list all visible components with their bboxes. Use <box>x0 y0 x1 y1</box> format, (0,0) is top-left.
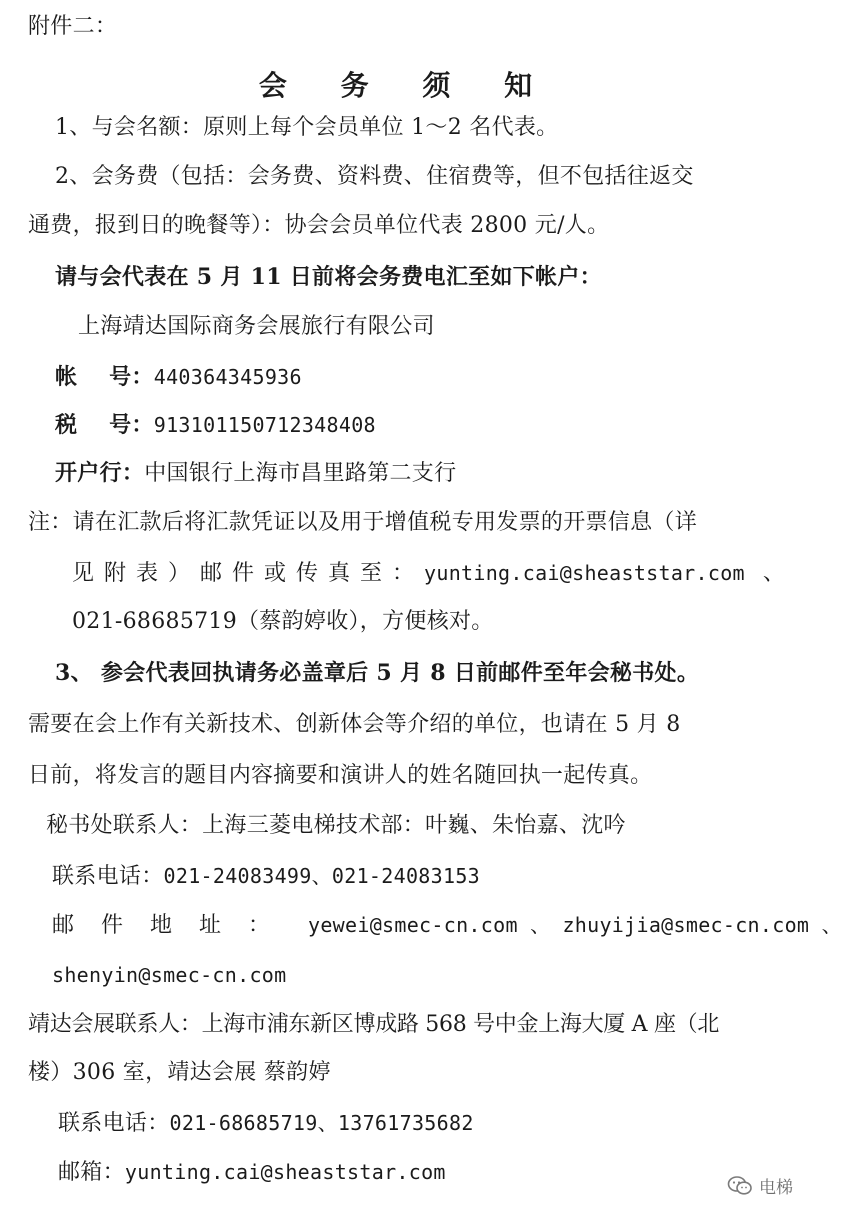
tax-number: 913101150712348408 <box>153 413 376 437</box>
jingda-phone-row <box>58 1108 474 1139</box>
bank-label: 开户行： <box>55 460 145 486</box>
note-line3: 021-68685719（蔡韵婷收），方便核对。 <box>72 609 494 634</box>
account-label: 帐 号： <box>55 364 154 390</box>
attachment-label: 附件二： <box>28 14 118 39</box>
mail-row <box>52 910 842 941</box>
tax-label: 税 号： <box>55 412 154 438</box>
mail-addr-shenyin-row <box>52 960 286 991</box>
jingda-email-label: 邮箱： <box>58 1160 125 1185</box>
intro-line1: 需要在会上作有关新技术、创新体会等介绍的单位，也请在 5 月 8 <box>28 712 681 737</box>
account-row <box>55 362 302 393</box>
secretariat-contact: 秘书处联系人：上海三菱电梯技术部：叶巍、朱怡嘉、沈吟 <box>46 813 626 838</box>
tax-row <box>55 410 376 441</box>
watermark-text: 电梯 <box>759 1178 793 1198</box>
mail-addr-yewei: yewei@smec-cn.com 、 <box>307 913 551 937</box>
item-1-quota: 1、与会名额：原则上每个会员单位 1～2 名代表。 <box>55 115 559 140</box>
jingda-contact-line2: 楼）306 室，靖达会展 蔡韵婷 <box>28 1060 331 1085</box>
document-title: 会 务 须 知 <box>258 69 555 102</box>
note-line2 <box>72 558 785 589</box>
secretariat-phone-row <box>52 861 480 892</box>
wechat-icon <box>727 1175 753 1197</box>
jingda-email: yunting.cai@sheaststar.com <box>124 1160 446 1184</box>
item-3-receipt: 3、 参会代表回执请务必盖章后 5 月 8 日前邮件至年会秘书处。 <box>55 660 700 686</box>
secretariat-phone: 021-24083499、021-24083153 <box>163 864 480 888</box>
mail-label: 邮 件 地 址 ： <box>52 913 280 938</box>
item-2-fee-line2: 通费，报到日的晚餐等）：协会会员单位代表 2800 元/人。 <box>28 213 610 238</box>
watermark <box>727 1173 793 1198</box>
jingda-contact-line1: 靖达会展联系人：上海市浦东新区博成路 568 号中金上海大厦 A 座（北 <box>28 1012 720 1037</box>
jingda-email-row <box>58 1157 446 1188</box>
secretariat-phone-label: 联系电话： <box>52 864 164 889</box>
jingda-phone: 021-68685719、13761735682 <box>169 1111 474 1135</box>
mail-addr-shenyin: shenyin@smec-cn.com <box>52 963 287 987</box>
item-2-fee-line1: 2、会务费（包括：会务费、资料费、住宿费等，但不包括往返交 <box>55 164 694 189</box>
jingda-phone-label: 联系电话： <box>58 1111 170 1136</box>
note-line2-prefix: 见附表）邮件或传真至： <box>72 561 425 586</box>
mail-addr-zhuyijia: zhuyijia@smec-cn.com 、 <box>562 913 842 937</box>
note-line1: 注：请在汇款后将汇款凭证以及用于增值税专用发票的开票信息（详 <box>28 510 698 535</box>
payment-notice: 请与会代表在 5 月 11 日前将会务费电汇至如下帐户： <box>55 264 602 290</box>
note-line2-suffix: 、 <box>762 561 786 586</box>
company-name: 上海靖达国际商务会展旅行有限公司 <box>78 314 435 339</box>
intro-line2: 日前，将发言的题目内容摘要和演讲人的姓名随回执一起传真。 <box>28 763 653 788</box>
account-number: 440364345936 <box>153 365 302 389</box>
bank-row <box>55 458 456 489</box>
note-email: yunting.cai@sheaststar.com <box>424 561 745 585</box>
bank-name: 中国银行上海市昌里路第二支行 <box>144 461 457 486</box>
